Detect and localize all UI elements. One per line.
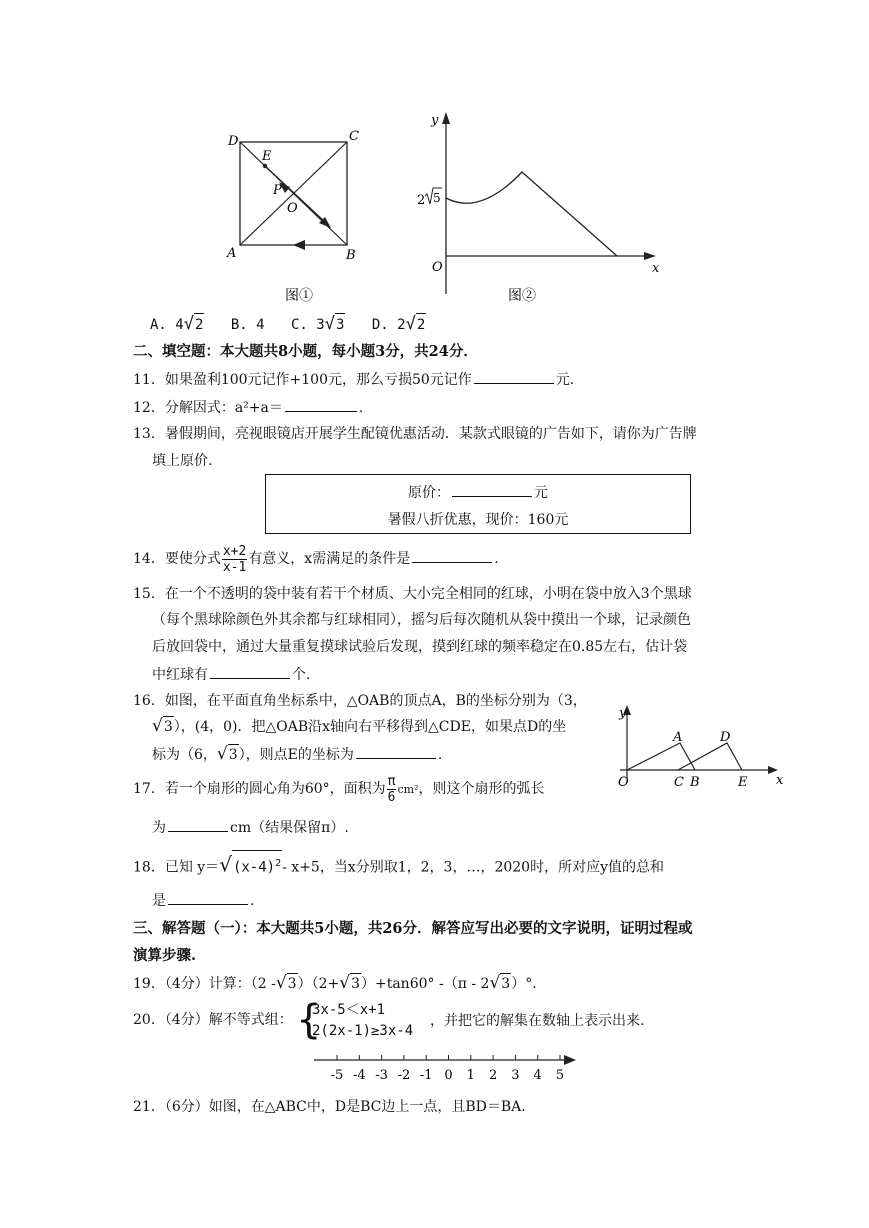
q10-options: [150, 313, 426, 336]
label-c: C: [349, 129, 359, 144]
question-11: 11．如果盈利100元记作+100元，那么亏损50元记作 元.: [133, 369, 574, 390]
q20-inequality-1: 3x-5＜x+1: [312, 1002, 386, 1018]
question-13-line1: 13．暑假期间，亮视眼镜店开展学生配镜优惠活动．某款式眼镜的广告如下，请你为广告牌: [133, 426, 697, 442]
option-b: B. 4: [230, 317, 265, 333]
label-o: O: [287, 201, 298, 216]
q20-inequality-2: 2(2x-1)≥3x-4: [312, 1023, 414, 1039]
figure-2: [410, 108, 670, 308]
question-14: 14．要使分式 $\frac{x+2}{x-1}$ 有意义，x需满足的条件是 .: [133, 543, 499, 575]
number-line-tick-label: 1: [466, 1068, 475, 1083]
number-line-tick-label: 3: [511, 1068, 520, 1083]
question-12: 12．分解因式：a²+a＝ .: [133, 397, 363, 418]
number-line-tick-label: 4: [533, 1068, 542, 1083]
q16-answer-blank[interactable]: [356, 744, 436, 759]
number-line-tick-label: -1: [419, 1068, 433, 1083]
question-16-line2: √3），(4，0)．把△OAB沿x轴向右平移得到△CDE，如果点D的坐: [152, 716, 567, 736]
number-line-tick-label: 5: [555, 1068, 565, 1083]
y-axis-label: y: [431, 113, 439, 128]
number-line-tick-label: -4: [352, 1068, 366, 1083]
ad-board-original-price: 原价： 元: [266, 482, 690, 502]
x-axis-arrow: [644, 252, 656, 260]
ad-board-sale-price: 暑假八折优惠，现价：160元: [387, 512, 569, 528]
q17-fraction: $\frac{\pi}{6}$: [387, 773, 396, 805]
option-d: D. 2√2: [371, 314, 426, 334]
number-line-tick-label: -3: [375, 1068, 388, 1083]
ad-board: [265, 474, 691, 534]
y-tick-coef: 2: [417, 193, 426, 208]
q13-answer-blank[interactable]: [452, 482, 532, 497]
question-16-line1: 16．如图，在平面直角坐标系中，△OAB的顶点A，B的坐标分别为（3，: [133, 693, 587, 709]
q11-answer-blank[interactable]: [474, 369, 554, 384]
q14-fraction: $\frac{x+2}{x-1}$: [222, 543, 247, 575]
q12-answer-blank[interactable]: [285, 397, 357, 412]
y-tick-radicand: 5: [433, 191, 441, 205]
question-15-line3: 后放回袋中，通过大量重复摸球试验后发现，摸到红球的频率稳定在0.85左右，估计袋: [152, 639, 688, 655]
origin-label: O: [432, 260, 443, 275]
question-13-line2: 填上原价.: [152, 453, 213, 469]
q20-brace: {: [296, 997, 322, 1043]
fig16-label-a: A: [673, 730, 683, 745]
fig16-label-c: C: [674, 775, 684, 790]
number-line-tick-label: -2: [397, 1068, 411, 1083]
question-18-line2: 是 .: [152, 890, 254, 911]
fig16-label-d: D: [720, 730, 731, 745]
y-axis-arrow: [442, 112, 450, 124]
caption-fig2: 图②: [508, 288, 536, 304]
question-15-line2: （每个黑球除颜色外其余都与红球相同），摇匀后每次随机从袋中摸出一个球，记录颜色: [152, 612, 691, 628]
question-15-line4: 中红球有 个.: [152, 664, 310, 685]
fig16-label-o: O: [618, 775, 629, 790]
question-16-line3: 标为（6，√3），则点E的坐标为 .: [152, 744, 443, 764]
x-axis-label: x: [652, 261, 660, 276]
q20-inequality-system: [312, 1000, 413, 1042]
figure-16: [610, 700, 790, 795]
number-line-tick-label: 2: [488, 1068, 498, 1083]
number-line-arrow: [564, 1055, 576, 1065]
q17-answer-blank[interactable]: [168, 817, 228, 832]
q18-radicand: $(x-4)^2$: [232, 850, 282, 881]
question-18-line1: 18．已知 $y=√(x-4)^2-$ x+5，当x分别取1，2，3，…，2020时，所对应y值的总和: [133, 850, 664, 881]
label-d: D: [228, 134, 239, 149]
question-17-line1: 17．若一个扇形的圆心角为60°，面积为 $\frac{\pi}{6}$ cm²，则这个扇形的弧长: [133, 773, 545, 805]
number-line-tick-label: 0: [444, 1068, 453, 1083]
q15-answer-blank[interactable]: [210, 664, 290, 679]
point-e: [263, 164, 267, 168]
option-a: A. 4√2: [150, 314, 204, 334]
number-line-tick-label: -5: [330, 1068, 344, 1083]
label-e: E: [262, 149, 272, 164]
question-15-line1: 15．在一个不透明的袋中装有若干个材质、大小完全相同的红球，小明在袋中放入3个黑球: [133, 586, 692, 602]
caption-fig1: 图①: [285, 288, 313, 304]
label-b: B: [346, 248, 356, 263]
q18-answer-blank[interactable]: [168, 890, 248, 905]
arrowhead-bottom: [293, 240, 305, 250]
question-20-before: 20．（4分）解不等式组：: [133, 1012, 293, 1028]
label-p: P: [273, 183, 282, 198]
number-line: [310, 1048, 580, 1090]
fig16-label-e: E: [738, 775, 748, 790]
option-c: C. 3√3: [291, 314, 345, 334]
section-3-heading-line1: 三、解答题（一）：本大题共5小题，共26分．解答应写出必要的文字说明，证明过程或: [133, 920, 693, 937]
question-21: 21．（6分）如图，在△ABC中，D是BC边上一点，且BD＝BA.: [133, 1099, 526, 1115]
fig16-label-y: y: [619, 706, 627, 721]
question-17-line2: 为 cm（结果保留π）.: [152, 817, 349, 838]
fig16-label-b: B: [690, 775, 700, 790]
label-a: A: [227, 246, 237, 261]
function-curve: [446, 172, 617, 256]
section-2-heading: 二、填空题：本大题共8小题，每小题3分，共24分．: [133, 343, 478, 360]
figure-1: [215, 120, 375, 310]
fig16-label-x: x: [776, 773, 784, 788]
q14-answer-blank[interactable]: [412, 548, 492, 563]
question-20-after: ，并把它的解集在数轴上表示出来.: [430, 1013, 645, 1029]
question-19: 19．（4分）计算：（2 -√3）（2+√3）+tan60° -（π - 2√3）°.: [133, 973, 537, 993]
section-3-heading-line2: 演算步骤.: [133, 947, 197, 964]
